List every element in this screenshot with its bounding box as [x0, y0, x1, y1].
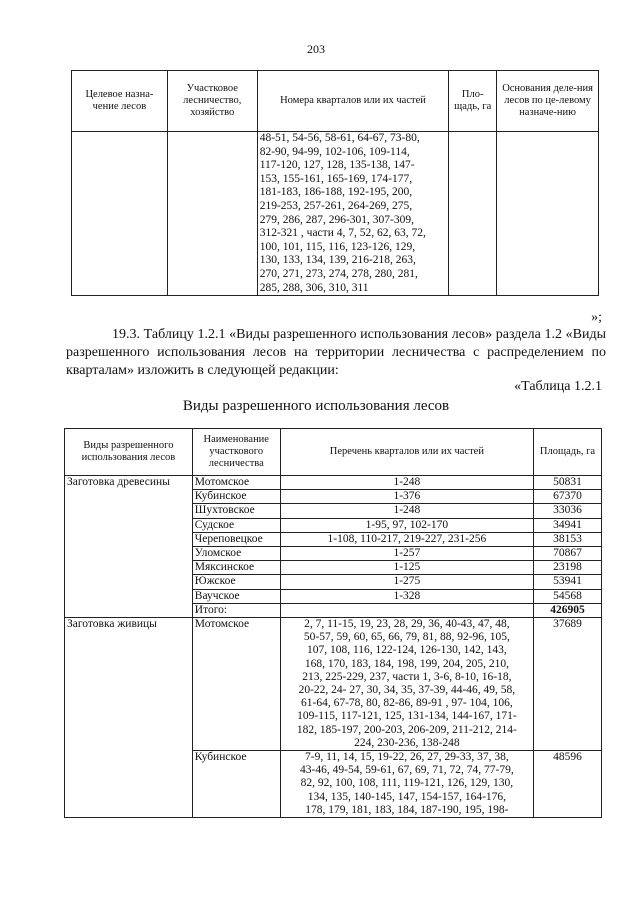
t2-header-quarters: Перечень кварталов или их частей	[280, 429, 533, 476]
quarters-line: 153, 155-161, 165-169, 174-177,	[259, 172, 413, 185]
quarters-line: 7-9, 11, 14, 15, 19-22, 26, 27, 29-33, 37, 38,	[305, 751, 509, 764]
t1-header-basis: Основания деле-ния лесов по це-левому назначе-нию	[497, 71, 599, 132]
page-number: 203	[307, 42, 325, 56]
area: 53941	[534, 575, 602, 589]
quarters-line: 50-57, 59, 60, 65, 66, 79, 81, 88, 92-96, 105,	[303, 631, 510, 644]
quarters: 1-376	[280, 490, 533, 504]
quarters: 1-328	[280, 589, 533, 603]
amendment-paragraph: 19.3. Таблицу 1.2.1 «Виды разрешенного использования лесов» раздела 1.2 «Виды разрешенного использования лесов на территории лесничества с распределением по кварталам» изложить в следующей редакции:	[66, 327, 606, 378]
t1-header-quarters: Номера кварталов или их частей	[257, 71, 449, 132]
forestry-name: Шухтовское	[192, 504, 280, 518]
t2-header-use-type: Виды разрешенного использования лесов	[65, 429, 193, 476]
quarters-line: 82-90, 94-99, 102-106, 109-114,	[259, 145, 410, 158]
quarters-line: 109-115, 117-121, 125, 131-134, 144-167, 171-	[297, 710, 517, 723]
t1-data-row	[72, 132, 599, 296]
quarters-line: 117-120, 127, 128, 135-138, 147-	[259, 159, 415, 172]
permitted-use-table	[64, 428, 602, 818]
quarters-line: 168, 170, 183, 184, 198, 199, 204, 205, 210,	[304, 657, 509, 670]
table-title: Виды разрешенного использования лесов	[182, 398, 450, 414]
closing-quote: »;	[591, 310, 602, 325]
t1-header-area: Пло-щадь, га	[449, 71, 497, 132]
area: 38153	[534, 532, 602, 546]
forestry-name: Мотомское	[192, 618, 280, 751]
t1-header-purpose: Целевое назна-чение лесов	[72, 71, 168, 132]
forestry-name: Судское	[192, 518, 280, 532]
forestry-name: Кубинское	[192, 490, 280, 504]
quarters-line: 107, 108, 116, 122-124, 126-130, 142, 143,	[306, 644, 507, 657]
quarters-line: 181-183, 186-188, 192-195, 200,	[259, 186, 413, 199]
quarters-line: 178, 179, 181, 183, 184, 187-190, 195, 198-	[305, 803, 509, 816]
quarters-line: 279, 286, 287, 296-301, 307-309,	[259, 213, 415, 226]
area: 67370	[534, 490, 602, 504]
quarters-line: 213, 225-229, 237, части 1, 3-6, 8-10, 16-18,	[302, 670, 512, 683]
quarters: 1-125	[280, 561, 533, 575]
quarters-line: 270, 271, 273, 274, 278, 280, 281,	[259, 267, 418, 280]
quarters-line: 43-46, 49-54, 59-61, 67, 69, 71, 72, 74, 77-79,	[300, 764, 514, 777]
area: 48596	[534, 751, 602, 818]
quarters-line: 61-64, 67-78, 80, 82-86, 89-91 , 97- 104, 106,	[300, 697, 513, 710]
quarters-line: 82, 92, 100, 108, 111, 119-121, 126, 129, 130,	[300, 777, 514, 790]
quarters: 1-95, 97, 102-170	[280, 518, 533, 532]
quarters-line: 219-253, 257-261, 264-269, 275,	[259, 199, 413, 212]
forestry-name: Ваучское	[192, 589, 280, 603]
forestry-name: Кубинское	[192, 751, 280, 818]
area: 23198	[534, 561, 602, 575]
forestry-name: Мотомское	[192, 476, 280, 490]
area: 70867	[534, 547, 602, 561]
table-tag: «Таблица 1.2.1	[514, 379, 602, 394]
t1-cell-forestry	[167, 132, 257, 296]
quarters	[280, 751, 533, 818]
quarters	[280, 618, 533, 751]
quarters: 1-257	[280, 547, 533, 561]
quarters-line: 2, 7, 11-15, 19, 23, 28, 29, 36, 40-43, 47, 48,	[304, 618, 510, 631]
quarters-line: 20-22, 24- 27, 30, 34, 35, 37-39, 44-46, 49, 58,	[298, 684, 516, 697]
t1-cell-area	[449, 132, 497, 296]
t2-header-area: Площадь, га	[534, 429, 602, 476]
quarters: 1-108, 110-217, 219-227, 231-256	[280, 532, 533, 546]
quarters-line: 100, 101, 115, 116, 123-126, 129,	[259, 240, 416, 253]
continued-table	[71, 70, 599, 296]
t1-cell-quarters	[257, 132, 449, 296]
quarters-line: 224, 230-236, 138-248	[354, 736, 460, 749]
quarters-line: 134, 135, 140-145, 147, 154-157, 164-176,	[307, 790, 507, 803]
forestry-name: Южское	[192, 575, 280, 589]
quarters-line: 285, 288, 306, 310, 311	[259, 281, 369, 294]
quarters: 1-275	[280, 575, 533, 589]
t1-cell-basis	[497, 132, 599, 296]
forestry-name: Череповецкое	[192, 532, 280, 546]
group-timber: Заготовка древесины	[65, 476, 193, 618]
table-row	[65, 618, 602, 751]
t1-header-forestry: Участковое лесничество, хозяйство	[167, 71, 257, 132]
area: 33036	[534, 504, 602, 518]
quarters-line: 182, 185-197, 200-203, 206-209, 211-212, 214-	[296, 723, 517, 736]
total-quarters	[280, 603, 533, 617]
t1-cell-purpose	[72, 132, 168, 296]
area: 50831	[534, 476, 602, 490]
area: 54568	[534, 589, 602, 603]
quarters-line: 48-51, 54-56, 58-61, 64-67, 73-80,	[259, 132, 420, 144]
quarters-line: 312-321 , части 4, 7, 52, 62, 63, 72,	[259, 227, 426, 240]
area: 37689	[534, 618, 602, 751]
total-label: Итого:	[192, 603, 280, 617]
total-area: 426905	[534, 603, 602, 617]
forestry-name: Уломское	[192, 547, 280, 561]
quarters: 1-248	[280, 504, 533, 518]
forestry-name: Мяксинское	[192, 561, 280, 575]
quarters-line: 130, 133, 134, 139, 216-218, 263,	[259, 254, 416, 267]
t2-header-forestry: Наименование участкового лесничества	[192, 429, 280, 476]
group-resin: Заготовка живицы	[65, 618, 193, 818]
quarters: 1-248	[280, 476, 533, 490]
area: 34941	[534, 518, 602, 532]
table-row	[65, 476, 602, 490]
